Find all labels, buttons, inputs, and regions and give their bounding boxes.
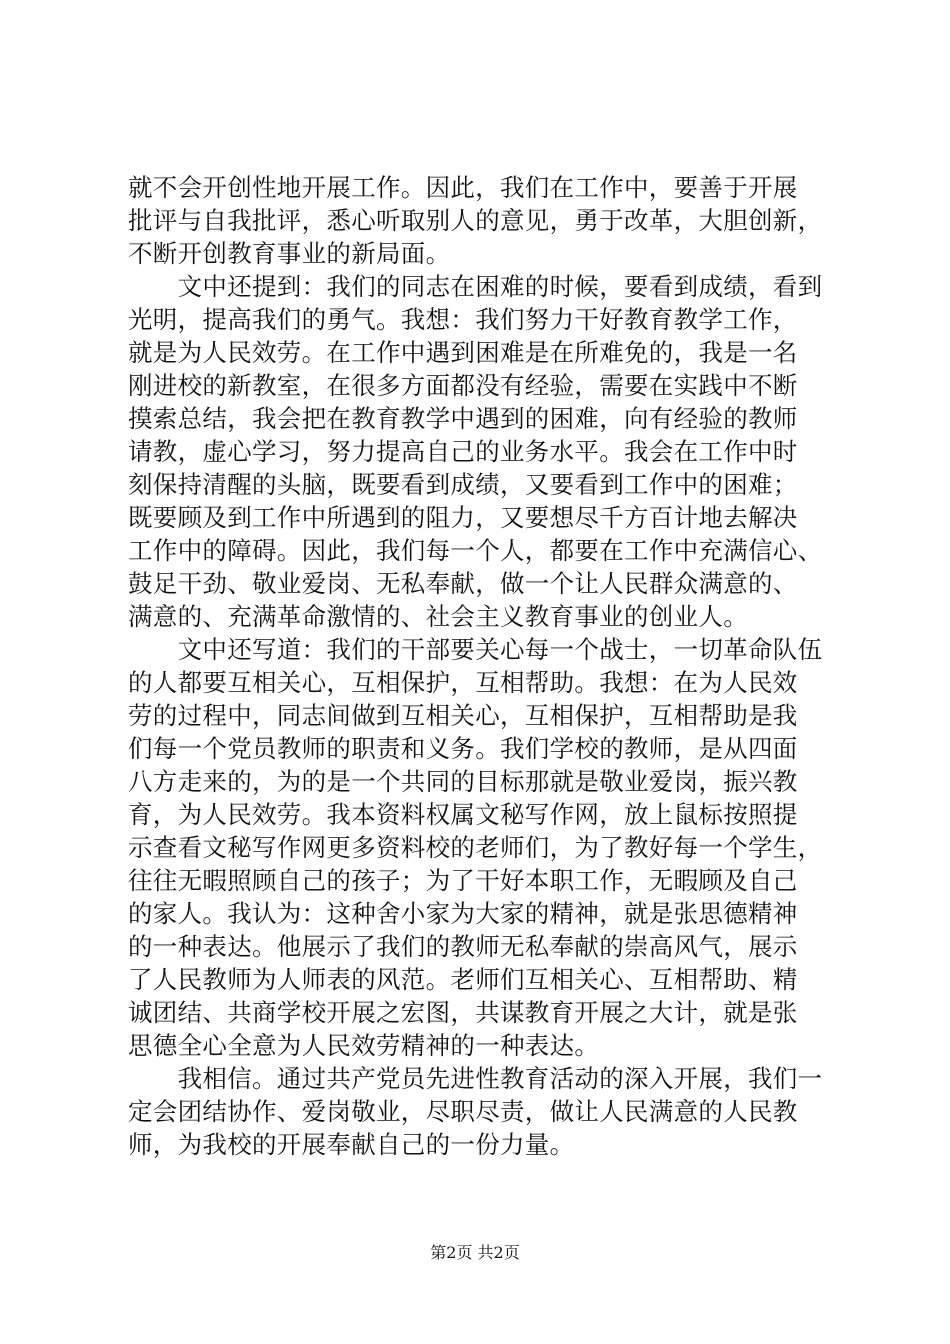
body-text <box>128 171 838 1161</box>
text-line: 请教，虚心学习，努力提高自己的业务水平。我会在工作中时 <box>128 437 798 466</box>
text-line: 就不会开创性地开展工作。因此，我们在工作中，要善于开展 <box>128 173 798 202</box>
text-line: 们每一个党员教师的职责和义务。我们学校的教师，是从四面 <box>128 734 798 763</box>
text-line: 满意的、充满革命激情的、社会主义教育事业的创业人。 <box>128 602 748 631</box>
text-line: 既要顾及到工作中所遇到的阻力，又要想尽千方百计地去解决 <box>128 503 798 532</box>
text-line: 不断开创教育事业的新局面。 <box>128 239 451 268</box>
text-line: 的家人。我认为：这种舍小家为大家的精神，就是张思德精神 <box>128 899 798 928</box>
text-line: 师，为我校的开展奉献自己的一份力量。 <box>128 1130 575 1159</box>
text-line: 工作中的障碍。因此，我们每一个人，都要在工作中充满信心、 <box>128 536 823 565</box>
text-line: 了人民教师为人师表的风范。老师们互相关心、互相帮助、精 <box>128 965 798 994</box>
text-line: 文中还写道：我们的干部要关心每一个战士，一切革命队伍 <box>128 635 823 664</box>
text-line: 八方走来的，为的是一个共同的目标那就是敬业爱岗，振兴教 <box>128 767 798 796</box>
text-line: 刚进校的新教室，在很多方面都没有经验，需要在实践中不断 <box>128 371 798 400</box>
text-line: 就是为人民效劳。在工作中遇到困难是在所难免的，我是一名 <box>128 338 798 367</box>
text-line: 育，为人民效劳。我本资料权属文秘写作网，放上鼠标按照提 <box>128 800 798 829</box>
text-line: 示查看文秘写作网更多资料校的老师们，为了教好每一个学生， <box>128 833 823 862</box>
text-line: 定会团结协作、爱岗敬业，尽职尽责，做让人民满意的人民教 <box>128 1097 798 1126</box>
text-line: 鼓足干劲、敬业爱岗、无私奉献，做一个让人民群众满意的、 <box>128 569 798 598</box>
text-line: 的人都要互相关心，互相保护，互相帮助。我想：在为人民效 <box>128 668 798 697</box>
text-line: 思德全心全意为人民效劳精神的一种表达。 <box>128 1031 600 1060</box>
text-line: 往往无暇照顾自己的孩子；为了干好本职工作，无暇顾及自己 <box>128 866 798 895</box>
text-line: 刻保持清醒的头脑，既要看到成绩，又要看到工作中的困难； <box>128 470 798 499</box>
text-line: 批评与自我批评，悉心听取别人的意见，勇于改革，大胆创新， <box>128 206 823 235</box>
text-line: 摸索总结，我会把在教育教学中遇到的困难，向有经验的教师 <box>128 404 798 433</box>
text-line: 我相信。通过共产党员先进性教育活动的深入开展，我们一 <box>128 1064 823 1093</box>
text-line: 光明，提高我们的勇气。我想：我们努力干好教育教学工作， <box>128 305 798 334</box>
page-number-footer: 第2页 共2页 <box>430 1243 520 1262</box>
text-line: 劳的过程中，同志间做到互相关心，互相保护，互相帮助是我 <box>128 701 798 730</box>
text-line: 文中还提到：我们的同志在困难的时候，要看到成绩，看到 <box>128 272 823 301</box>
text-line: 的一种表达。他展示了我们的教师无私奉献的崇高风气，展示 <box>128 932 798 961</box>
text-line: 诚团结、共商学校开展之宏图，共谋教育开展之大计，就是张 <box>128 998 798 1027</box>
